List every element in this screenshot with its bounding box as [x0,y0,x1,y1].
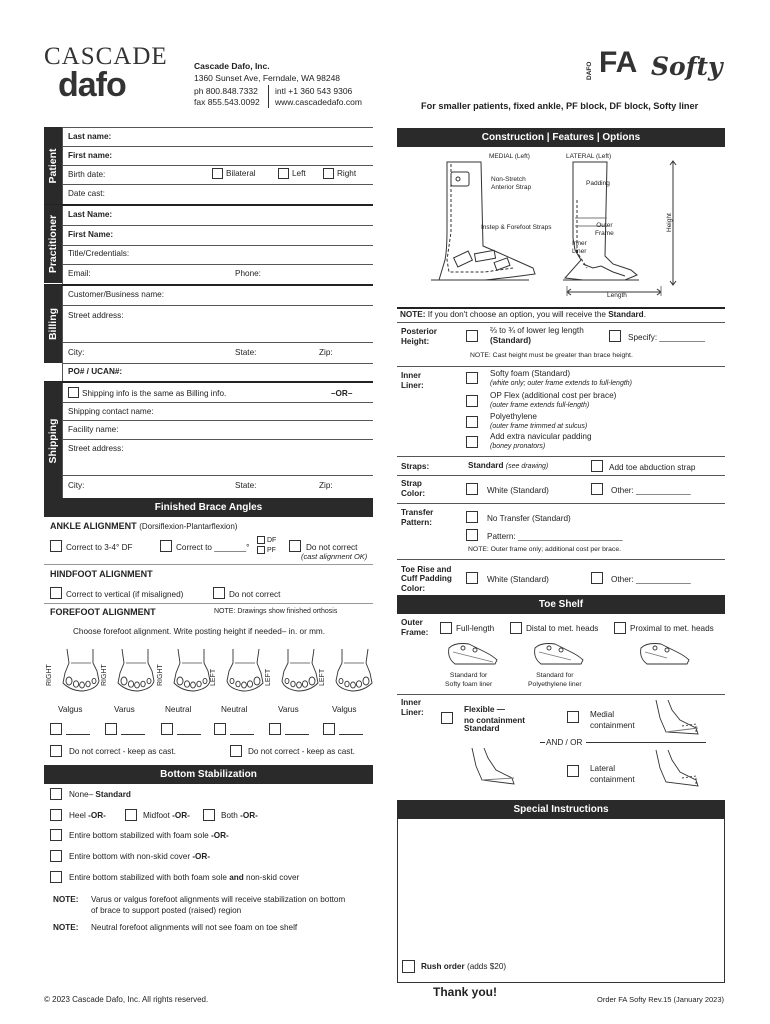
bilateral-label: Bilateral [226,169,256,178]
company-intl: intl +1 360 543 9306 [275,86,353,96]
left-form-border [62,127,63,499]
rule [397,694,725,695]
practitioner-first-name-label: First Name: [68,230,114,239]
rule [44,381,373,383]
thank-you: Thank you! [433,985,498,999]
forefoot-posting-line[interactable] [230,734,254,735]
rule [44,284,373,286]
forefoot-option-checkbox[interactable] [50,723,62,735]
instep-straps-label: Instep & Forefoot Straps [481,224,552,231]
std-softy-caption: Standard for Softy foam liner [445,672,493,689]
forefoot-option-checkbox[interactable] [323,723,335,735]
rule [62,225,373,226]
posterior-specify-checkbox[interactable] [609,330,621,342]
heel-label: Heel -OR- [69,811,106,820]
bottom-note-1a: Varus or valgus forefoot alignments will receive stabilization on bottom [91,895,346,904]
po-ucan-label: PO# / UCAN#: [68,367,123,376]
billing-street-label: Street address: [68,311,124,320]
toe-shelf-header: Toe Shelf [397,595,725,614]
ankle-do-not-correct-label: Do not correct [306,543,358,552]
correct-df-checkbox[interactable] [50,540,62,552]
right-checkbox[interactable] [323,168,334,179]
cast-height-note: NOTE: Cast height must be greater than brace height. [470,352,633,359]
toe-rise-label: Toe Rise and Cuff Padding Color: [401,565,452,593]
inner-liner-option-label: Inner Liner: [401,371,424,391]
no-transfer-label: No Transfer (Standard) [487,514,571,523]
transfer-pattern-label: Transfer Pattern: [401,508,434,528]
correct-to-checkbox[interactable] [160,540,172,552]
straps-standard: Standard (see drawing) [468,461,549,470]
forefoot-side-label: RIGHT [101,664,108,686]
forefoot-option-checkbox[interactable] [269,723,281,735]
inner-liner-label: Inner Liner [572,240,587,256]
pf-label: PF [267,547,276,554]
strap-other-label: Other: ____________ [611,486,691,495]
forefoot-drawing [221,645,269,693]
midfoot-checkbox[interactable] [125,809,137,821]
forefoot-drawing [330,645,378,693]
none-standard-checkbox[interactable] [50,788,62,800]
forefoot-instructions: Choose forefoot alignment. Write posting height if needed– in. or mm. [73,627,325,636]
rule [62,402,373,403]
pf-checkbox[interactable] [257,546,265,554]
forefoot-posting-line[interactable] [66,734,90,735]
header-divider [268,85,269,108]
distal-label: Distal to met. heads [526,624,599,633]
flexible-standard: Standard [464,724,500,733]
toe-shelf-outer-frame-label: Outer Frame: [401,618,429,638]
rule [397,503,725,504]
special-instructions-header: Special Instructions [397,800,725,819]
bottom-note-1b: of brace to support posted (raised) region [91,906,242,915]
distal-checkbox[interactable] [510,622,522,634]
both-label: Both -OR- [221,811,258,820]
non-stretch-strap-label: Non-Stretch Anterior Strap [491,176,532,192]
forefoot-side-label: LEFT [265,668,272,686]
forefoot-option-label: Neutral [165,705,192,714]
proximal-label: Proximal to met. heads [630,624,714,633]
toe-rise-other-label: Other: ____________ [611,575,691,584]
practitioner-phone-label: Phone: [235,269,261,278]
bilateral-checkbox[interactable] [212,168,223,179]
rule [62,439,373,440]
toe-shelf-diagrams [445,640,725,670]
toe-shelf-inner-liner-label: Inner Liner: [401,698,424,718]
polyethylene-checkbox[interactable] [466,416,478,428]
rule [397,475,725,476]
billing-section-label: Billing [44,285,62,363]
flexible-label: Flexible — no containment [464,705,525,726]
medial-label: MEDIAL (Left) [489,153,530,160]
full-length-checkbox[interactable] [440,622,452,634]
patient-section-label: Patient [44,127,62,204]
forefoot-option-label: Neutral [221,705,248,714]
hindfoot-not-correct-checkbox[interactable] [213,587,225,599]
posterior-standard-tag: (Standard) [490,336,531,345]
medial-containment-diagram [652,698,702,738]
rule [397,322,725,323]
forefoot-option-label: Varus [114,705,135,714]
shipping-contact-label: Shipping contact name: [68,407,154,416]
forefoot-option-label: Varus [278,705,299,714]
softy-foam-sub: (white only; outer frame extends to full-length) [490,380,633,387]
rule [62,342,373,343]
rule [62,305,373,306]
lateral-containment-diagram [652,748,702,790]
df-checkbox[interactable] [257,536,265,544]
foam-and-skid-label: Entire bottom stabilized with both foam sole and non-skid cover [69,873,300,882]
padding-label: Padding [586,180,610,187]
bottom-note-label: NOTE: [53,895,79,904]
forefoot-keep-right-checkbox[interactable] [50,745,62,757]
correct-df-label: Correct to 3-4° DF [66,543,133,552]
left-label: Left [292,169,306,178]
patient-last-name-label: Last name: [68,132,112,141]
bottom-note-2: Neutral forefoot alignments will not see foam on toe shelf [91,923,298,932]
heel-checkbox[interactable] [50,809,62,821]
rule [62,264,373,265]
construction-header: Construction | Features | Options [397,128,725,147]
rule [62,184,373,185]
lateral-containment-label: Lateral containment [590,764,635,785]
ankle-alignment-heading: ANKLE ALIGNMENT (Dorsiflexion-Plantarflexion) [50,521,238,531]
rule [586,742,706,743]
rush-order-checkbox[interactable] [402,960,415,973]
rule [397,559,725,560]
forefoot-keep-right-label: Do not correct - keep as cast. [69,747,176,756]
special-instructions-box[interactable] [397,819,725,983]
shipping-or: –OR– [331,389,353,398]
no-transfer-checkbox[interactable] [466,511,478,523]
bottom-stabilization-header: Bottom Stabilization [44,765,373,784]
forefoot-drawing [57,645,105,693]
hindfoot-not-correct-label: Do not correct [229,590,281,599]
forefoot-side-label: LEFT [210,668,217,686]
company-phone: ph 800.848.7332 [194,86,258,96]
company-address: 1360 Sunset Ave, Ferndale, WA 98248 [194,73,341,83]
non-skid-checkbox[interactable] [50,850,62,862]
rule [62,127,373,128]
forefoot-option-checkbox[interactable] [214,723,226,735]
product-logo-fa: FA [599,46,638,79]
company-name: Cascade Dafo, Inc. [194,61,270,71]
posterior-standard-checkbox[interactable] [466,330,478,342]
rule [540,742,545,743]
op-flex-label: OP Flex (additional cost per brace) [490,391,617,400]
forefoot-posting-line[interactable] [121,734,145,735]
flexible-checkbox[interactable] [441,712,453,724]
strap-other-checkbox[interactable] [591,483,603,495]
both-checkbox[interactable] [203,809,215,821]
rule [62,245,373,246]
shipping-state-label: State: [235,481,257,490]
rule [397,456,725,457]
forefoot-option-label: Valgus [58,705,83,714]
forefoot-posting-line[interactable] [339,734,363,735]
polyethylene-label: Polyethylene [490,412,537,421]
lateral-containment-checkbox[interactable] [567,765,579,777]
and-or-label: AND / OR [546,738,583,747]
toe-abduction-checkbox[interactable] [591,460,603,472]
product-logo-dafo: DAFO [586,61,593,80]
polyethylene-sub: (outer frame trimmed at sulcus) [490,423,588,430]
company-logo-top: CASCADE [44,43,168,70]
std-poly-caption: Standard for Polyethylene liner [528,672,582,689]
left-checkbox[interactable] [278,168,289,179]
softy-foam-checkbox[interactable] [466,372,478,384]
posterior-specify-label: Specify: __________ [628,333,705,342]
forefoot-posting-line[interactable] [285,734,309,735]
practitioner-email-label: Email: [68,269,91,278]
rule [44,204,373,206]
hindfoot-vertical-checkbox[interactable] [50,587,62,599]
foam-sole-checkbox[interactable] [50,829,62,841]
correct-to-label: Correct to _______° [176,543,250,552]
navicular-padding-sub: (boney pronators) [490,443,546,450]
op-flex-checkbox[interactable] [466,395,478,407]
shipping-section-label: Shipping [44,382,62,499]
billing-state-label: State: [235,348,257,357]
order-rev: Order FA Softy Rev.15 (January 2023) [597,995,725,1004]
flexible-diagram [468,746,518,788]
same-as-billing-checkbox[interactable] [68,387,79,398]
date-cast-label: Date cast: [68,189,105,198]
billing-zip-label: Zip: [319,348,333,357]
forefoot-keep-left-label: Do not correct - keep as cast. [248,747,355,756]
ankle-do-not-correct-checkbox[interactable] [289,540,301,552]
medial-containment-checkbox[interactable] [567,711,579,723]
posterior-standard-option: ⅔ to ¾ of lower leg length [490,326,584,335]
none-standard-label: None– Standard [69,790,131,799]
right-label: Right [337,169,357,178]
practitioner-last-name-label: Last Name: [68,210,113,219]
midfoot-label: Midfoot -OR- [143,811,190,820]
softy-foam-label: Softy foam (Standard) [490,369,571,378]
product-logo-softy: Softy [651,52,723,81]
title-credentials-label: Title/Credentials: [68,249,130,258]
rule [62,165,373,166]
practitioner-section-label: Practitioner [44,205,62,283]
facility-name-label: Facility name: [68,425,119,434]
toe-abduction-label: Add toe abduction strap [609,463,696,472]
forefoot-drawing [276,645,324,693]
pattern-label: Pattern: _______________________ [487,532,623,541]
forefoot-drawing [112,645,160,693]
rule [44,603,373,604]
height-label: Height [666,213,673,232]
cast-alignment-ok-label: (cast alignment OK) [301,552,368,561]
company-web[interactable]: www.cascadedafo.com [275,97,362,107]
rule [62,420,373,421]
company-logo-bottom: dafo [58,66,126,104]
strap-white-checkbox[interactable] [466,483,478,495]
toe-rise-white-label: White (Standard) [487,575,549,584]
forefoot-keep-left-checkbox[interactable] [230,745,242,757]
non-skid-label: Entire bottom with non-skid cover -OR- [69,852,211,861]
length-label: Length [607,292,627,299]
foam-sole-label: Entire bottom stabilized with foam sole -OR- [69,831,229,840]
pattern-checkbox[interactable] [466,529,478,541]
medial-containment-label: Medial containment [590,710,635,731]
hindfoot-alignment-heading: HINDFOOT ALIGNMENT [50,569,153,579]
forefoot-drawings-note: NOTE: Drawings show finished orthosis [214,608,338,615]
shipping-city-label: City: [68,481,85,490]
same-as-billing-label: Shipping info is the same as Billing info. [82,389,227,398]
construction-note: NOTE: If you don't choose an option, you will receive the Standard. [400,310,646,319]
lateral-label: LATERAL (Left) [566,153,612,160]
billing-city-label: City: [68,348,85,357]
forefoot-side-label: RIGHT [157,664,164,686]
forefoot-posting-line[interactable] [177,734,201,735]
strap-color-label: Strap Color: [401,479,426,499]
rule [62,146,373,147]
forefoot-option-label: Valgus [332,705,357,714]
strap-white-label: White (Standard) [487,486,549,495]
customer-business-label: Customer/Business name: [68,290,165,299]
company-fax: fax 855.543.0092 [194,97,260,107]
rule [62,475,373,476]
foam-and-skid-checkbox[interactable] [50,871,62,883]
outer-frame-label: Outer Frame [595,222,614,238]
copyright: © 2023 Cascade Dafo, Inc. All rights reserved. [44,995,209,1004]
toe-rise-white-checkbox[interactable] [466,572,478,584]
rule [62,363,373,364]
df-label: DF [267,537,277,544]
forefoot-side-label: LEFT [319,668,326,686]
product-tagline: For smaller patients, fixed ankle, PF block, DF block, Softy liner [421,101,699,111]
patient-first-name-label: First name: [68,151,113,160]
navicular-padding-label: Add extra navicular padding [490,432,592,441]
forefoot-side-label: RIGHT [46,664,53,686]
posterior-height-label: Posterior Height: [401,327,437,347]
shipping-street-label: Street address: [68,444,124,453]
hindfoot-vertical-label: Correct to vertical (if misaligned) [66,590,184,599]
bottom-note-label-2: NOTE: [53,923,79,932]
rush-order-label: Rush order (adds $20) [421,962,507,971]
forefoot-alignment-heading: FOREFOOT ALIGNMENT [50,607,156,617]
forefoot-option-checkbox[interactable] [105,723,117,735]
patient-birth-date-label: Birth date: [68,170,106,179]
rule [397,366,725,367]
rule [397,307,725,309]
shipping-zip-label: Zip: [319,481,333,490]
op-flex-sub: (outer frame extends full-length) [490,402,590,409]
full-length-label: Full-length [456,624,495,633]
forefoot-drawing [168,645,216,693]
brace-angles-header: Finished Brace Angles [44,498,373,517]
proximal-checkbox[interactable] [614,622,626,634]
navicular-padding-checkbox[interactable] [466,436,478,448]
toe-rise-other-checkbox[interactable] [591,572,603,584]
brace-diagram [425,160,695,300]
forefoot-option-checkbox[interactable] [161,723,173,735]
rule [44,564,373,565]
straps-label: Straps: [401,462,430,471]
transfer-note: NOTE: Outer frame only; additional cost per brace. [468,546,621,553]
